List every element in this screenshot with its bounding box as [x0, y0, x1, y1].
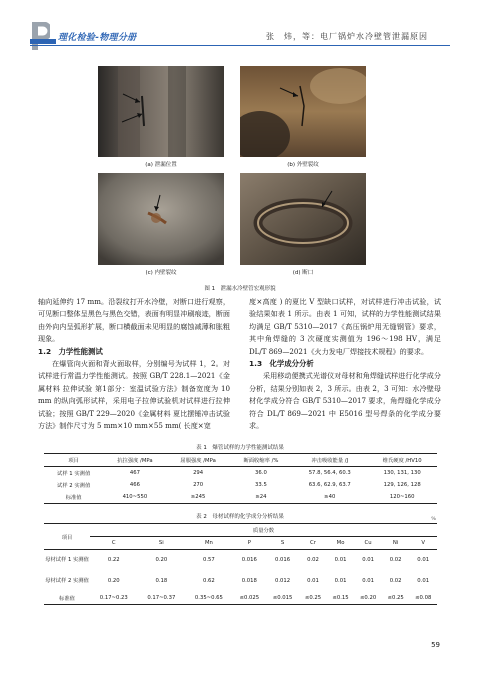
table-cell: ≤0.08: [415, 594, 432, 601]
figure-panel-b: [240, 66, 366, 157]
paragraph: 采用移动便携式光谱仪对母材和角焊缝试样进行化学成分分析，结果分别如表 2，3 所示。由表 2，3 可知：水冷壁母材化学成分符合 GB/T 5310—2017 要求，角焊缝化学成分符合 DL/T 869—2021 中 E5016 型号焊条的化学成分要求。: [249, 371, 441, 431]
figure-panel-a: [98, 66, 224, 157]
table-cell: 0.20: [107, 578, 120, 584]
table-row: [44, 491, 437, 504]
table-cell: 57.8, 56.4, 60.3: [308, 469, 351, 476]
table-cell: 0.01: [334, 578, 347, 584]
table-cell: 标准值: [59, 595, 75, 602]
figure-panel-a-label: (a) 泄漏位置: [145, 162, 177, 168]
table-cell: 0.01: [307, 578, 319, 584]
table-cell: 试样 1 实测值: [57, 470, 91, 477]
table-cell: 36.0: [255, 469, 267, 476]
table-cell: 129, 126, 128: [383, 481, 421, 488]
table-cell: 0.01: [334, 557, 347, 564]
header-rule: [30, 45, 450, 46]
table-row: [44, 571, 437, 592]
table-cell: ≤0.025: [239, 594, 260, 601]
table-1: [44, 453, 437, 504]
table-header-cell: 质量分数: [90, 524, 437, 537]
table-cell: 0.012: [275, 578, 291, 584]
right-column: [249, 296, 441, 432]
table-header-cell: V: [421, 540, 426, 546]
table-cell: 标准值: [65, 495, 82, 501]
paragraph: 轴向延伸约 17 mm。沿裂纹打开水冷壁，对断口进行观察，可见断口整体呈黑色与黑色交错，表面有明显冲刷痕迹，断面由外向内呈弧形扩展，断口横截面未见明显的腐蚀减薄和胀粗现象。: [38, 297, 230, 344]
table-header-cell: Cr: [310, 540, 316, 546]
table-cell: 467: [129, 469, 140, 476]
table-row: [44, 479, 437, 492]
table-header-cell: 冲击吸收能量 /J: [311, 457, 349, 464]
table-header-cell: 维氏硬度 /HV10: [382, 457, 422, 464]
table-cell: 294: [193, 469, 204, 476]
table-header-cell: 断面收缩率 /%: [243, 457, 279, 464]
table-cell: 0.018: [241, 578, 257, 584]
table-cell: ≤0.15: [332, 594, 349, 601]
figure-panel-c-label: (c) 内壁裂纹: [145, 270, 177, 276]
table-cell: ≤0.015: [272, 594, 293, 601]
table-cell: 0.01: [362, 557, 374, 564]
table-cell: 466: [129, 481, 140, 488]
figure-panel-c: [98, 173, 224, 265]
table-cell: 母材试样 1 实测值: [45, 556, 89, 563]
table-cell: 33.5: [255, 481, 267, 488]
table-row: [44, 592, 437, 605]
running-head: 张 炜，等：电厂锅炉水冷壁管泄漏原因: [266, 32, 428, 41]
figure-title: 图 1 泄漏水冷壁管宏观形貌: [204, 286, 276, 292]
table-cell: 0.17~0.37: [147, 594, 176, 601]
table-header-cell: Mo: [336, 540, 345, 546]
table-cell: 270: [193, 481, 204, 488]
table-header-cell: 抗拉强度 /MPa: [117, 457, 153, 464]
table-cell: 0.35~0.65: [194, 594, 223, 601]
table-cell: ≥40: [324, 494, 336, 500]
table-cell: ≥24: [255, 494, 267, 500]
table-cell: 0.22: [107, 557, 120, 564]
table-header-cell: 屈服强度 /MPa: [180, 457, 216, 464]
paragraph: 在爆管向火面和背火面取样，分别编号为试样 1，2。对试样进行常温力学性能测试。按照 GB/T 228.1—2021《金属材料 拉伸试验 第1部分：室温试验方法》制备宽度为 10 mm 的纵向弧形试样，采用电子拉伸试验机对试样进行拉伸试验；按照 GB/T 229—2020《金属材料 夏比摆锤冲击试验方法》制作尺寸为 5 mm×10 mm×55 mm( 长度×宽: [38, 359, 230, 431]
table-2: [44, 523, 437, 605]
table-2-unit: %: [431, 516, 436, 522]
journal-name: 理化检验-物理分册: [58, 33, 137, 43]
table-header-cell: Mn: [204, 540, 213, 546]
table-header-cell: C: [111, 540, 116, 546]
table-cell: 母材试样 2 实测值: [45, 577, 89, 584]
table-header-cell: S: [280, 540, 285, 546]
table-cell: ≥245: [190, 494, 206, 500]
left-column: [38, 296, 230, 432]
table-cell: 63.6, 62.9, 63.7: [308, 481, 351, 488]
table-cell: 0.02: [307, 557, 319, 564]
figure-panel-d: [240, 173, 366, 265]
table-1-title: 表 1 爆管试样的力学性能测试结果: [196, 445, 284, 451]
table-header-row: [44, 524, 437, 537]
paragraph: 度×高度 ) 的夏比 V 型缺口试样，对试样进行冲击试验，试验结果如表 1 所示。由表 1 可知，试样的力学性能测试结果均满足 GB/T 5310—2017《高压锅炉用无缝钢管》要求，其中角焊缝的 3 次硬度实测值为 196～198 HV，满足 DL/T 869—2021《火力发电厂焊接技术规程》的要求。: [249, 297, 441, 356]
table-cell: 0.02: [389, 578, 402, 584]
table-header-row: [44, 537, 437, 550]
table-cell: 试样 2 实测值: [57, 482, 91, 489]
section-heading-1-2: 1.2 力学性能测试: [38, 346, 103, 356]
figure-panel-b-label: (b) 外壁裂纹: [287, 162, 319, 168]
table-cell: 410~550: [122, 494, 148, 500]
table-cell: ≤0.25: [387, 594, 404, 601]
table-cell: 130, 131, 130: [383, 469, 421, 476]
figure-panel-d-label: (d) 断口: [292, 270, 314, 276]
table-header-cell: 项目: [68, 457, 79, 464]
table-cell: 120~160: [389, 494, 415, 500]
page-number: 59: [431, 641, 440, 649]
table-cell: 0.62: [203, 578, 215, 584]
table-cell: 0.18: [155, 578, 168, 584]
table-header-cell: Cu: [364, 540, 372, 546]
table-2-title: 表 2 母材试样的化学成分分析结果: [196, 514, 284, 520]
table-cell: 0.016: [275, 557, 291, 564]
table-cell: 0.02: [389, 557, 402, 564]
table-cell: 0.17~0.23: [99, 594, 128, 601]
table-cell: ≤0.25: [304, 594, 322, 601]
table-header-cell: Si: [158, 540, 164, 546]
table-cell: 0.016: [241, 557, 257, 564]
table-header-row: [44, 454, 437, 467]
table-header-cell: Ni: [392, 540, 399, 546]
section-heading-1-3: 1.3 化学成分分析: [249, 359, 314, 369]
table-cell: 0.01: [417, 557, 430, 564]
table-cell: ≤0.20: [359, 594, 377, 601]
table-cell: 0.20: [155, 557, 168, 564]
table-header-cell: P: [247, 540, 251, 546]
table-row: [44, 550, 437, 571]
table-cell: 0.57: [203, 557, 215, 564]
header-accent-bar: [30, 39, 56, 44]
table-cell: 0.01: [362, 578, 374, 584]
journal-logo-icon: [30, 22, 50, 52]
table-header-cell: 项目: [61, 534, 73, 541]
table-row: [44, 466, 437, 479]
table-cell: 0.01: [417, 578, 430, 584]
